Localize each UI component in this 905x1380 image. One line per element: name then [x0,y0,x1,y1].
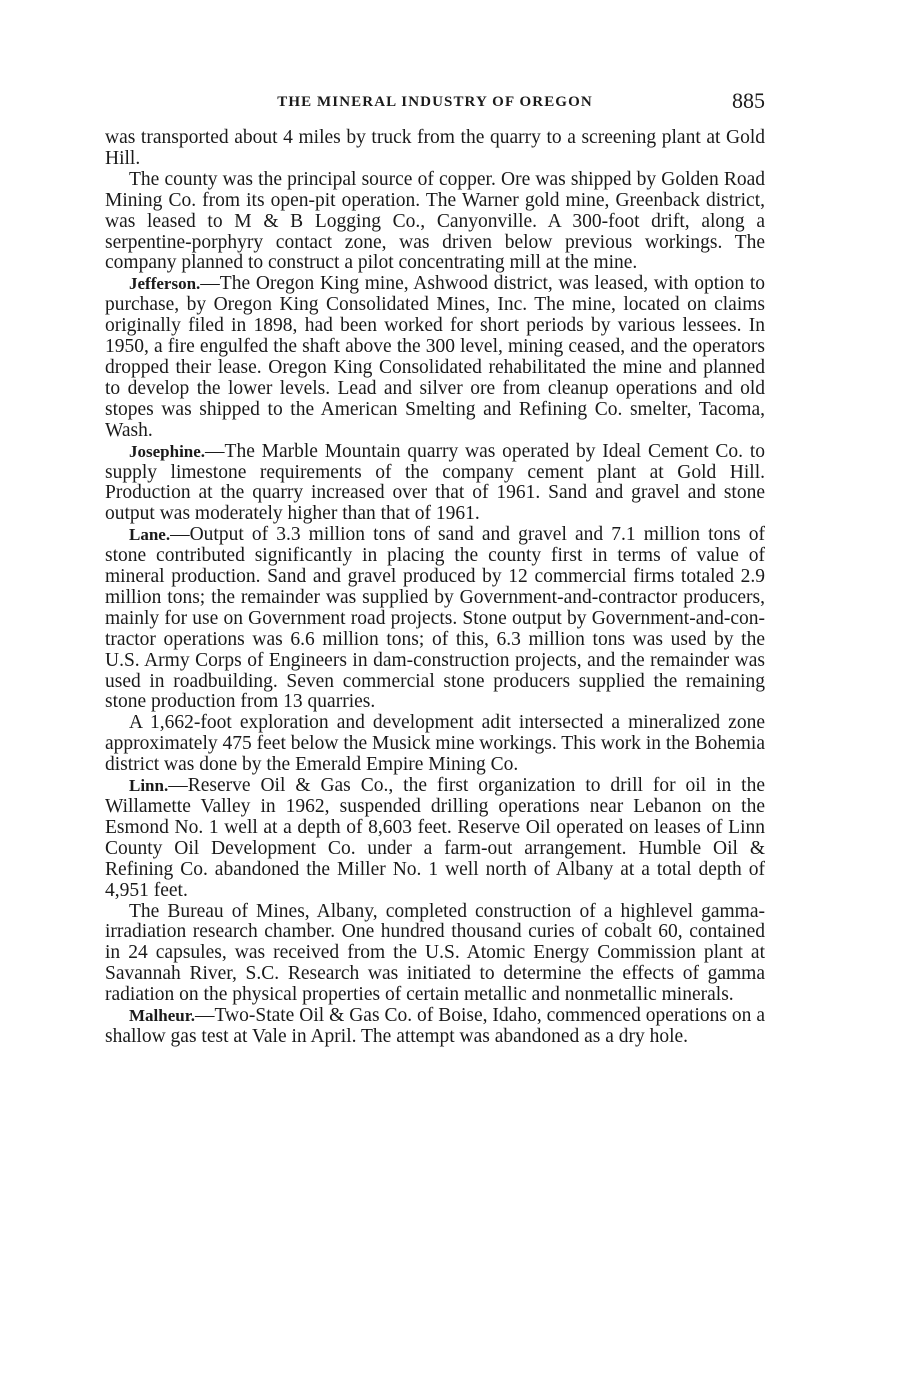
body-text [105,128,765,1048]
paragraph-malheur [105,1006,765,1048]
running-header [105,88,765,118]
page-number: 885 [732,88,765,113]
paragraph-josephine [105,442,765,526]
paragraph-text: The Bureau of Mines, Albany, completed construction of a highlevel gamma-irradiation research chamber. One hundred thousand curies of cobalt 60, contained in 24 capsules, was received from the U.S. Atomic Energy Commission plant at Savannah River, S.C. Research was initiated to determine the effects of gamma radiation on the physical properties of certain metallic and nonmetallic minerals. [105,900,765,1006]
running-title: THE MINERAL INDUSTRY OF OREGON [277,94,593,110]
paragraph-text: was transported about 4 miles by truck from the quarry to a screening plant at Gold Hill. [105,127,765,169]
paragraph-adit [105,713,765,776]
paragraph-bureau-of-mines [105,902,765,1007]
county-heading-linn: Linn. [129,776,169,796]
paragraph-text: —Reserve Oil & Gas Co., the first organization to drill for oil in the Willamette Valley in 1962, suspended drilling operations near Lebanon on the Esmond No. 1 well at a depth of 8,603 feet. Reserve Oil operated on leases of Linn County Oil Development Co. under a farm-out arrangement. Humble Oil & Refining Co. abandoned the Miller No. 1 well north of Albany at a total depth of 4,951 feet. [105,775,765,901]
document-page [105,88,765,1048]
paragraph-text: —The Oregon King mine, Ashwood district, was leased, with option to purchase, by Oregon King Consolidated Mines, Inc. The mine, located on claims originally filed in 1898, had been worked for short periods by various lessees. In 1950, a fire engulfed the shaft above the 300 level, mining ceased, and the operators dropped their lease. Oregon King Consolidated rehabilitated the mine and planned to develop the lower levels. Lead and silver ore from cleanup operations and old stopes was shipped to the American Smelting and Refining Co. smelter, Tacoma, Wash. [105,273,765,441]
paragraph-copper [105,170,765,275]
paragraph-text: A 1,662-foot exploration and development adit intersected a mineralized zone approximately 475 feet below the Musick mine workings. This work in the Bohemia district was done by the Emerald Empire Mining Co. [105,712,765,776]
county-heading-jefferson: Jefferson. [129,274,201,294]
paragraph-text: —Output of 3.3 million tons of sand and gravel and 7.1 million tons of stone contributed significantly in placing the county first in terms of value of mineral production. Sand and gravel produced by 12 commercial firms totaled 2.9 million tons; the remainder was supplied by Government-and-contractor producers, mainly for use on Government road projects. Stone output by Government-and-contractor operations was 6.6 million tons; of this, 6.3 million tons was used by the U.S. Army Corps of Engineers in dam-construction projects, and the remainder was used in roadbuilding. Seven commercial stone producers supplied the remaining stone production from 13 quarries. [105,524,765,713]
paragraph-gold-hill [105,128,765,170]
paragraph-text: —Two-State Oil & Gas Co. of Boise, Idaho, commenced operations on a shallow gas test at Vale in April. The attempt was abandoned as a dry hole. [105,1005,765,1047]
paragraph-text: —The Marble Mountain quarry was operated by Ideal Cement Co. to supply limestone requirements of the company cement plant at Gold Hill. Production at the quarry increased over that of 1961. Sand and gravel and stone output was moderately higher than that of 1961. [105,440,765,525]
county-heading-josephine: Josephine. [129,441,206,461]
paragraph-linn [105,776,765,901]
paragraph-jefferson [105,274,765,441]
county-heading-lane: Lane. [129,525,171,545]
county-heading-malheur: Malheur. [129,1006,195,1026]
paragraph-text: The county was the principal source of copper. Ore was shipped by Golden Road Mining Co. from its open-pit operation. The Warner gold mine, Greenback district, was leased to M & B Logging Co., Canyonville. A 300-foot drift, along a serpentine-porphyry contact zone, was driven below previous workings. The company planned to construct a pilot concentrating mill at the mine. [105,168,765,274]
paragraph-lane [105,525,765,713]
